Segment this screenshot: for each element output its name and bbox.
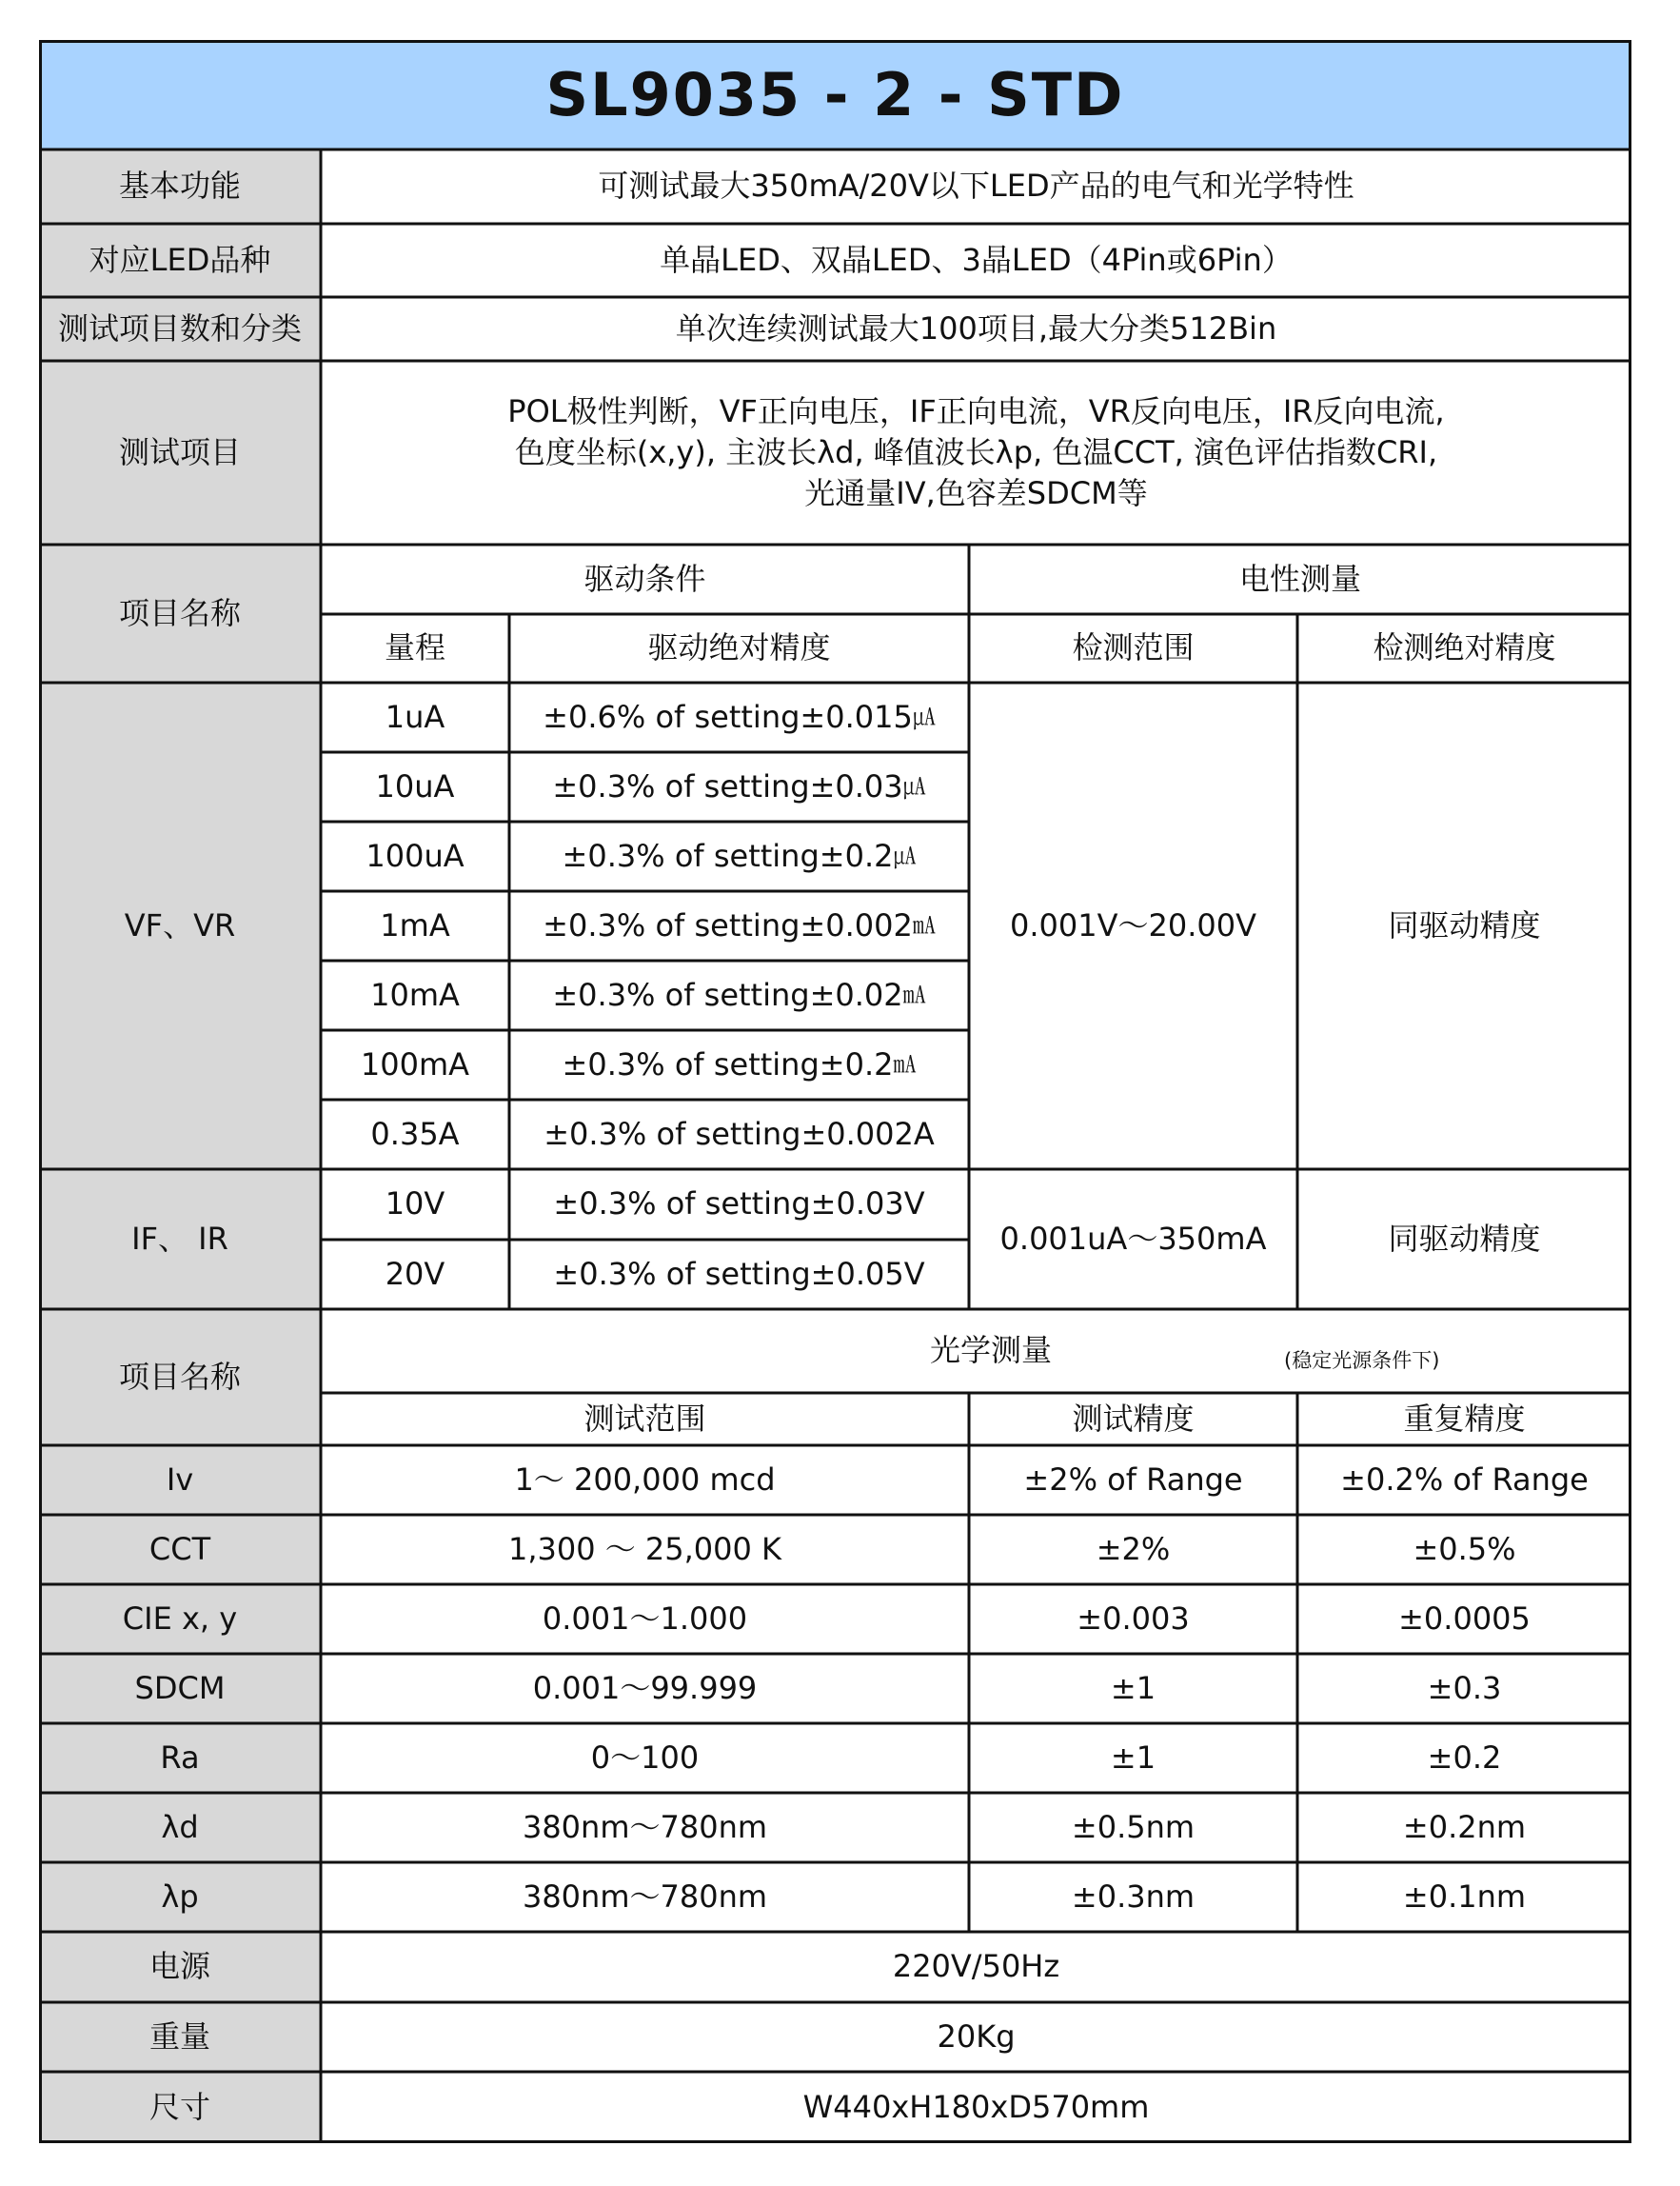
optical-row-range: 0.001～1.000 [542,1600,748,1637]
vf-accuracy-cell [509,961,969,1030]
vf-range-cell: 10uA [375,767,455,805]
optical-row-repeat: ±0.2% of Range [1340,1461,1589,1498]
optical-row-repeat: ±0.2nm [1402,1808,1527,1845]
vf-range-cell: 0.35A [370,1115,460,1152]
optical-row-name: Ra [39,1723,321,1793]
optical-row-repeat: ±0.3 [1427,1669,1502,1706]
test-items-line: 色度坐标(x,y), 主波长λd, 峰值波长λp, 色温CCT, 演色评估指数CRI, [514,433,1438,470]
optical-row-name: SDCM [39,1654,321,1723]
weight-value: 20Kg [937,2017,1016,2055]
vf-accuracy-cell [509,1100,969,1169]
basic-function-value: 可测试最大350mA/20V以下LED产品的电气和光学特性 [598,168,1354,205]
test-items-line: POL极性判断，VF正向电压，IF正向电流，VR反向电压，IR反向电流, [507,392,1445,429]
power-label: 电源 [39,1932,321,2002]
product-title: SL9035 - 2 - STD [39,40,1631,149]
optical-row-accuracy: ±0.5nm [1071,1808,1196,1845]
electrical-item-name-label: 项目名称 [39,545,321,683]
optical-row-accuracy: ±1 [1110,1669,1156,1706]
test-items-label: 测试项目 [39,361,321,545]
optical-row-accuracy: ±1 [1110,1739,1156,1776]
accuracy-text: ±0.3% of setting±0.002 [543,906,913,944]
test-items-value [321,361,1631,545]
vf-accuracy-cell [509,752,969,822]
if-range-cell: 10V [385,1185,445,1222]
optical-row-name: λd [39,1793,321,1862]
detect-range-header: 检测范围 [1072,629,1195,666]
optical-row-accuracy: ±0.3nm [1071,1878,1196,1915]
optical-row-repeat: ±0.1nm [1402,1878,1527,1915]
unit-text: ㎂ [902,773,926,801]
optical-row-range: 0～100 [590,1739,700,1776]
vf-detect-accuracy: 同驱动精度 [1388,906,1541,944]
unit-text: ㎃ [902,982,926,1009]
accuracy-text: ±0.3% of setting±0.2 [562,837,894,874]
optical-condition-note: (稳定光源条件下) [1284,1349,1440,1372]
optical-row-range: 380nm～780nm [522,1878,768,1915]
test-items-line: 光通量IV,色容差SDCM等 [804,475,1148,512]
vf-accuracy-cell [509,683,969,752]
optical-row-repeat: ±0.5% [1413,1530,1516,1567]
led-type-label: 对应LED品种 [39,224,321,297]
drive-conditions-header: 驱动条件 [583,560,706,597]
electrical-measurement-header: 电性测量 [1238,560,1361,597]
items-count-label: 测试项目数和分类 [39,297,321,361]
optical-header-text: 光学测量 [930,1332,1053,1368]
optical-row-accuracy: ±2% [1096,1530,1171,1567]
size-label: 尺寸 [39,2072,321,2143]
range-header: 量程 [384,629,445,666]
size-value: W440xH180xD570mm [802,2088,1150,2125]
optical-item-name-label: 项目名称 [39,1309,321,1445]
optical-row-accuracy: ±0.003 [1077,1600,1190,1637]
led-type-value: 单晶LED、双晶LED、3晶LED（4Pin或6Pin） [660,241,1293,278]
if-detect-range: 0.001uA～350mA [999,1220,1267,1257]
accuracy-text: ±0.3% of setting±0.002A [544,1115,935,1152]
vf-range-cell: 1mA [380,906,450,944]
if-range-cell: 20V [385,1255,445,1292]
weight-label: 重量 [39,2002,321,2072]
optical-row-accuracy: ±2% of Range [1023,1461,1243,1498]
drive-accuracy-header: 驱动绝对精度 [647,629,831,666]
accuracy-text: ±0.3% of setting±0.03 [552,767,903,805]
vf-range-cell: 10mA [370,976,460,1013]
accuracy-text: ±0.3% of setting±0.2 [562,1045,894,1083]
vf-accuracy-cell [509,822,969,891]
optical-repeat-header: 重复精度 [1403,1400,1526,1437]
vf-vr-label: VF、VR [39,683,321,1169]
optical-row-name: CCT [39,1515,321,1584]
unit-text: ㎃ [893,1051,917,1079]
detect-accuracy-header: 检测绝对精度 [1373,629,1556,666]
optical-row-range: 1～ 200,000 mcd [514,1461,776,1498]
accuracy-text: ±0.6% of setting±0.015 [543,698,913,735]
accuracy-text: ±0.3% of setting±0.02 [552,976,903,1013]
if-ir-label: IF、 IR [39,1169,321,1309]
power-value: 220V/50Hz [892,1948,1060,1985]
basic-function-label: 基本功能 [39,149,321,224]
vf-range-cell: 100mA [360,1045,470,1083]
vf-range-cell: 1uA [385,698,445,735]
items-count-value: 单次连续测试最大100项目,最大分类512Bin [675,309,1277,347]
unit-text: ㎃ [912,912,936,940]
optical-row-range: 1,300 ～ 25,000 K [507,1530,782,1567]
unit-text: ㎂ [893,843,917,870]
unit-text: ㎂ [912,704,936,731]
vf-detect-range: 0.001V～20.00V [1009,906,1256,944]
optical-row-name: CIE x, y [39,1584,321,1654]
vf-range-cell: 100uA [366,837,464,874]
optical-row-repeat: ±0.0005 [1398,1600,1531,1637]
optical-row-range: 0.001～99.999 [532,1669,758,1706]
optical-accuracy-header: 测试精度 [1072,1400,1195,1437]
optical-row-range: 380nm～780nm [522,1808,768,1845]
optical-row-repeat: ±0.2 [1427,1739,1502,1776]
if-accuracy-cell: ±0.3% of setting±0.03V [553,1185,925,1222]
optical-measurement-header [321,1309,1631,1393]
vf-accuracy-cell [509,891,969,961]
vf-accuracy-cell [509,1030,969,1100]
spec-sheet [39,40,1631,2143]
optical-row-name: Iv [39,1445,321,1515]
optical-row-name: λp [39,1862,321,1932]
if-detect-accuracy: 同驱动精度 [1388,1220,1541,1257]
optical-range-header: 测试范围 [583,1400,706,1437]
if-accuracy-cell: ±0.3% of setting±0.05V [553,1255,925,1292]
